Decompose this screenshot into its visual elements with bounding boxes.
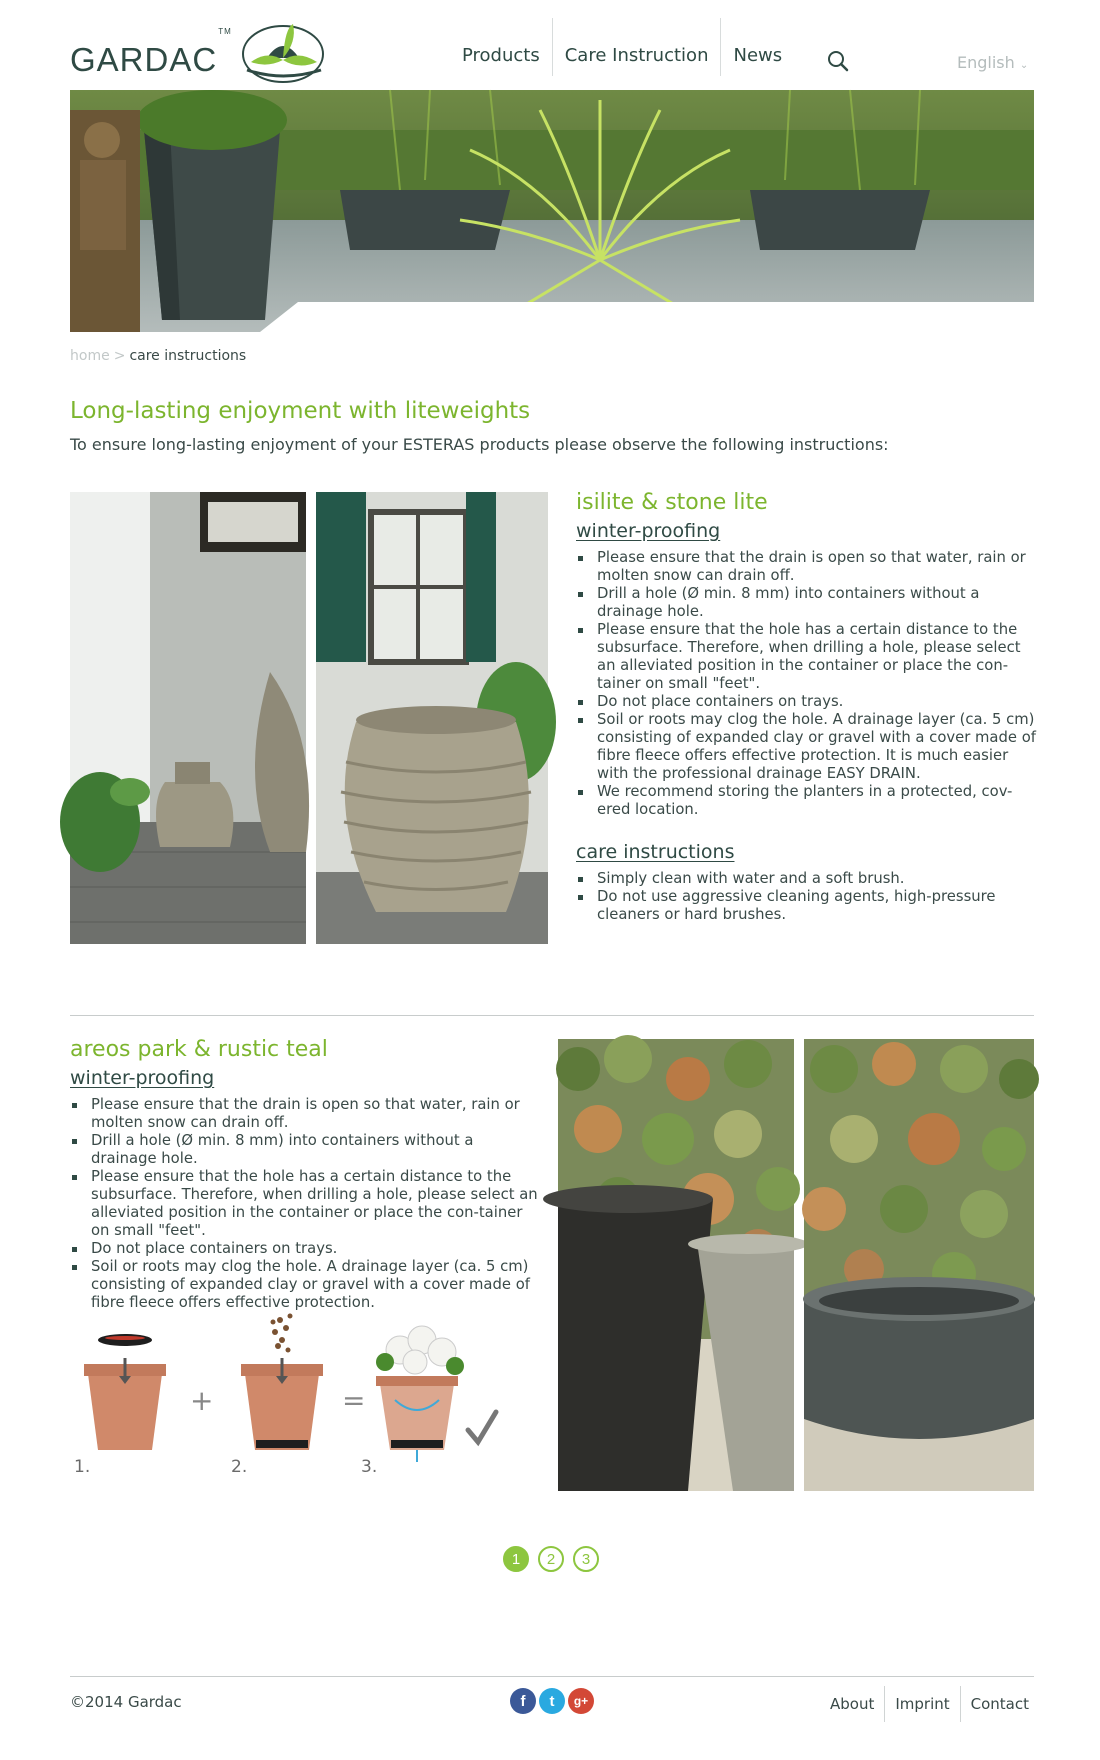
care-instructions-list [576,870,1036,924]
list-item: Simply clean with water and a soft brush. [576,870,1036,888]
search-icon[interactable] [827,50,849,72]
hero-banner [70,90,1034,332]
hero-image [70,90,1034,332]
planter-photo-1 [70,492,306,944]
page-3-button[interactable]: 3 [573,1546,599,1572]
list-item: Soil or roots may clog the hole. A drainage layer (ca. 5 cm) consisting of expanded clay or gravel with a cover made of fibre fleece offers effective protection. It is much easier with the professional drainage EASY DRAIN. [576,711,1036,783]
chevron-down-icon: ⌄ [1019,60,1029,71]
copyright: ©2014 Gardac [70,1693,182,1711]
page-1-button[interactable]: 1 [503,1546,529,1572]
page-title: Long-lasting enjoyment with liteweights [70,398,531,424]
planter-photo-3 [558,1039,794,1491]
checkmark-icon [468,1412,496,1442]
breadcrumb [70,348,246,364]
breadcrumb-current: care instructions [129,348,247,364]
list-item: Please ensure that the hole has a certain distance to the subsurface. Therefore, when drilling a hole, please select an alleviated position in the container or place the con-tainer on small "feet". [70,1168,540,1240]
list-item: Soil or roots may clog the hole. A drainage layer (ca. 5 cm) consisting of expanded clay or gravel with a cover made of fibre fleece offers effective protection. [70,1258,540,1312]
flower-icon [376,1326,464,1375]
page-2-button[interactable]: 2 [538,1546,564,1572]
section-areos [70,1037,540,1311]
language-label: English [957,53,1015,72]
footer-link-imprint[interactable]: Imprint [884,1686,959,1722]
section-divider [70,1015,1034,1016]
list-item: Drill a hole (Ø min. 8 mm) into containers without a drainage hole. [70,1132,540,1168]
main-nav [450,18,794,76]
facebook-icon[interactable]: f [510,1688,536,1714]
step-2-label: 2. [231,1457,248,1477]
language-selector[interactable] [957,53,1028,72]
breadcrumb-home[interactable]: home [70,348,110,364]
site-header [70,0,1034,90]
winter-proofing-heading: winter-proofing [576,520,721,542]
care-instructions-heading: care instructions [576,841,735,863]
list-item: Drill a hole (Ø min. 8 mm) into containers without a drainage hole. [576,585,1036,621]
social-links [510,1688,594,1714]
google-plus-icon[interactable]: g+ [568,1688,594,1714]
section-title: areos park & rustic teal [70,1037,328,1062]
footer-nav [820,1686,1029,1722]
footer-divider [70,1676,1034,1677]
list-item: Do not place containers on trays. [70,1240,540,1258]
footer-link-about[interactable]: About [830,1695,875,1713]
section-isilite [576,490,1036,924]
list-item: Please ensure that the drain is open so that water, rain or molten snow can drain off. [576,549,1036,585]
plus-sign: + [190,1384,214,1417]
section-title: isilite & stone lite [576,490,768,515]
list-item: Please ensure that the drain is open so that water, rain or molten snow can drain off. [70,1096,540,1132]
intro-text: To ensure long-lasting enjoyment of your ESTERAS products please observe the following instructions: [70,435,889,454]
equals-sign: = [342,1384,366,1417]
winter-proofing-list [576,549,1036,819]
step-3-label: 3. [361,1457,378,1477]
nav-care-instruction[interactable]: Care Instruction [552,18,721,76]
logo[interactable] [70,20,329,84]
list-item: Do not place containers on trays. [576,693,1036,711]
planter-photo-2 [316,492,548,944]
twitter-icon[interactable]: t [539,1688,565,1714]
footer-link-contact[interactable]: Contact [960,1686,1029,1722]
planter-photo-4 [804,1039,1034,1491]
winter-proofing-heading: winter-proofing [70,1067,215,1089]
pagination [503,1546,599,1572]
list-item: We recommend storing the planters in a protected, cov-ered location. [576,783,1036,819]
step-1-label: 1. [74,1457,91,1477]
drainage-steps-illustration [70,1300,540,1480]
leaf-logo-icon [237,20,329,84]
list-item: Do not use aggressive cleaning agents, high-pressure cleaners or hard brushes. [576,888,1036,924]
nav-news[interactable]: News [720,18,794,76]
winter-proofing-list [70,1096,540,1312]
list-item: Please ensure that the hole has a certain distance to the subsurface. Therefore, when drilling a hole, please select an alleviated position in the container or place the con-tainer on small "feet". [576,621,1036,693]
logo-wordmark: GARDAC™ [70,27,232,78]
nav-products[interactable]: Products [462,44,540,66]
breadcrumb-separator: > [113,348,126,364]
